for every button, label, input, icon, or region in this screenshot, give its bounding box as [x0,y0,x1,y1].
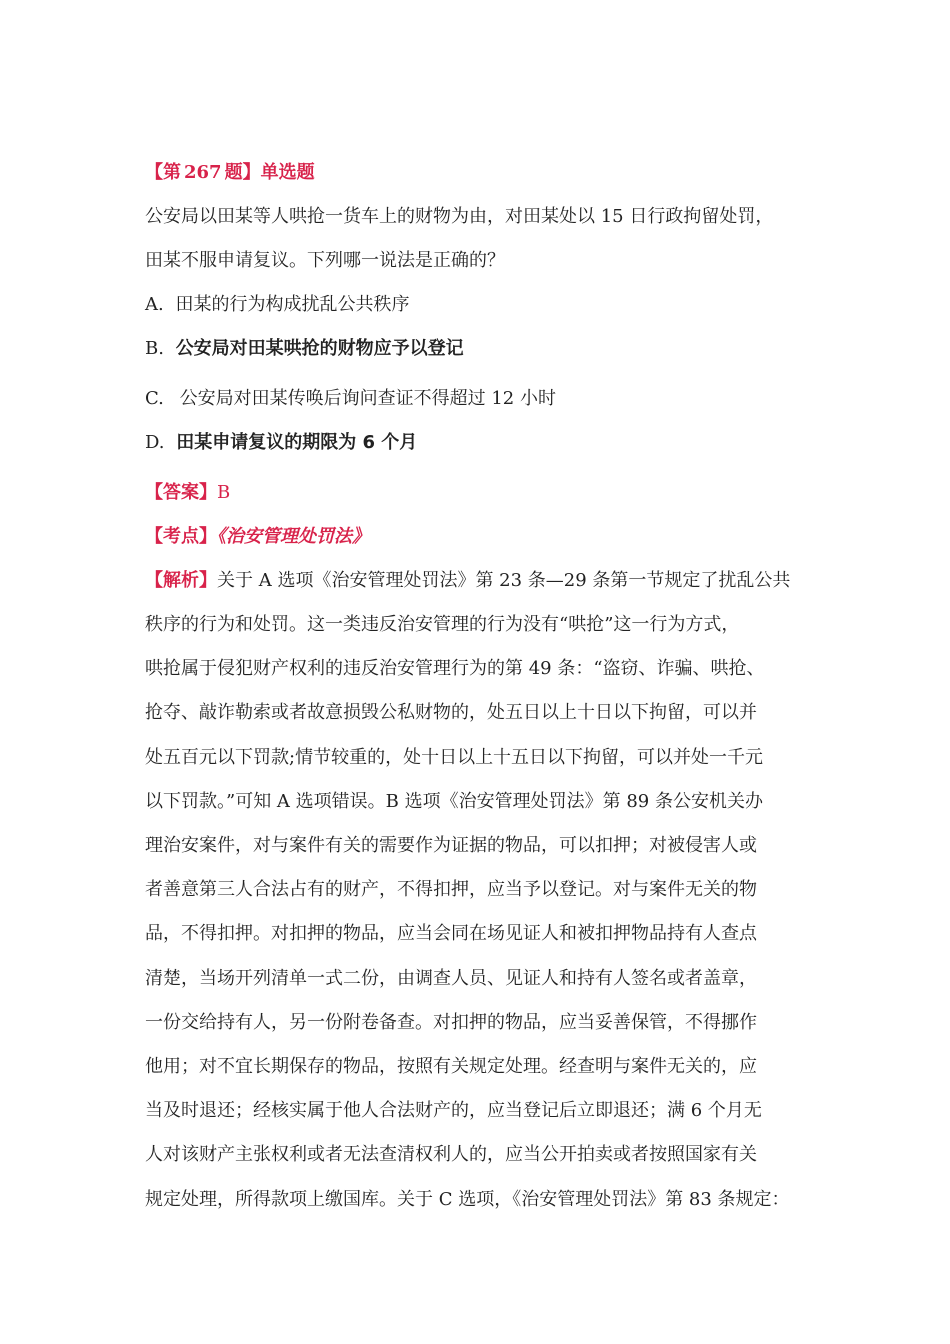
jiexi-line: 人对该财产主张权利或者无法查清权利人的，应当公开拍卖或者按照国家有关 [145,1144,757,1166]
jiexi-label: 【解析】 [145,570,217,591]
answer-line [145,480,230,506]
jiexi-first-text: 关于 A 选项《治安管理处罚法》第 23 条—29 条第一节规定了扰乱公共 [217,570,791,591]
jiexi-line: 以下罚款。”可知 A 选项错误。B 选项《治安管理处罚法》第 89 条公安机关办 [145,790,763,812]
option-c-text: 公安局对田某传唤后询问查证不得超过 12 小时 [179,388,556,409]
jiexi-line: 品，不得扣押。对扣押的物品，应当会同在场见证人和被扣押物品持有人查点 [145,923,757,945]
jiexi-line: 清楚，当场开列清单一式二份，由调查人员、见证人和持有人签名或者盖章， [145,967,757,989]
option-d-label: D. [145,432,165,453]
kaodian-value: 《治安管理处罚法》 [217,526,370,547]
option-b [145,336,464,362]
question-header-close: 题】单选题 [224,162,315,183]
question-stem-line-2: 田某不服申请复议。下列哪一说法是正确的？ [145,250,505,271]
jiexi-line: 当及时退还；经核实属于他人合法财产的，应当登记后立即退还；满 6 个月无 [145,1100,762,1122]
jiexi-line: 规定处理，所得款项上缴国库。关于 C 选项，《治安管理处罚法》第 83 条规定： [145,1188,790,1210]
jiexi-line: 他用；对不宜长期保存的物品，按照有关规定处理。经查明与案件无关的，应 [145,1056,757,1077]
option-c [145,386,556,412]
option-d-text: 田某申请复议的期限为 6 个月 [176,432,418,453]
option-a [145,292,409,318]
kaodian-label: 【考点】 [145,526,217,547]
question-number: 267 [184,162,222,183]
jiexi-first-line [145,568,790,594]
kaodian-line [145,524,370,550]
jiexi-line: 秩序的行为和处罚。这一类违反治安管理的行为没有“哄抢”这一行为方式， [145,614,740,635]
option-a-label: A. [145,294,164,315]
jiexi-line: 理治安案件，对与案件有关的需要作为证据的物品，可以扣押；对被侵害人或 [145,835,757,856]
answer-value: B [217,482,231,503]
question-header [145,160,315,186]
option-d [145,430,417,456]
jiexi-line: 处五百元以下罚款;情节较重的，处十日以上十五日以下拘留，可以并处一千元 [145,746,764,768]
option-c-label: C. [145,388,164,409]
option-a-text: 田某的行为构成扰乱公共秩序 [175,294,410,315]
jiexi-line: 者善意第三人合法占有的财产，不得扣押，应当予以登记。对与案件无关的物 [145,879,757,901]
jiexi-line: 哄抢属于侵犯财产权利的违反治安管理行为的第 49 条：“盗窃、诈骗、哄抢、 [145,658,765,680]
answer-label: 【答案】 [145,482,217,503]
question-header-open: 【第 [145,162,181,183]
jiexi-line: 一份交给持有人，另一份附卷备查。对扣押的物品，应当妥善保管，不得挪作 [145,1011,757,1033]
option-b-text: 公安局对田某哄抢的财物应予以登记 [175,338,464,359]
option-b-label: B. [145,338,164,359]
jiexi-line: 抢夺、敲诈勒索或者故意损毁公私财物的，处五日以上十日以下拘留，可以并 [145,702,757,724]
question-stem-line-1: 公安局以田某等人哄抢一货车上的财物为由，对田某处以 15 日行政拘留处罚， [145,206,774,227]
